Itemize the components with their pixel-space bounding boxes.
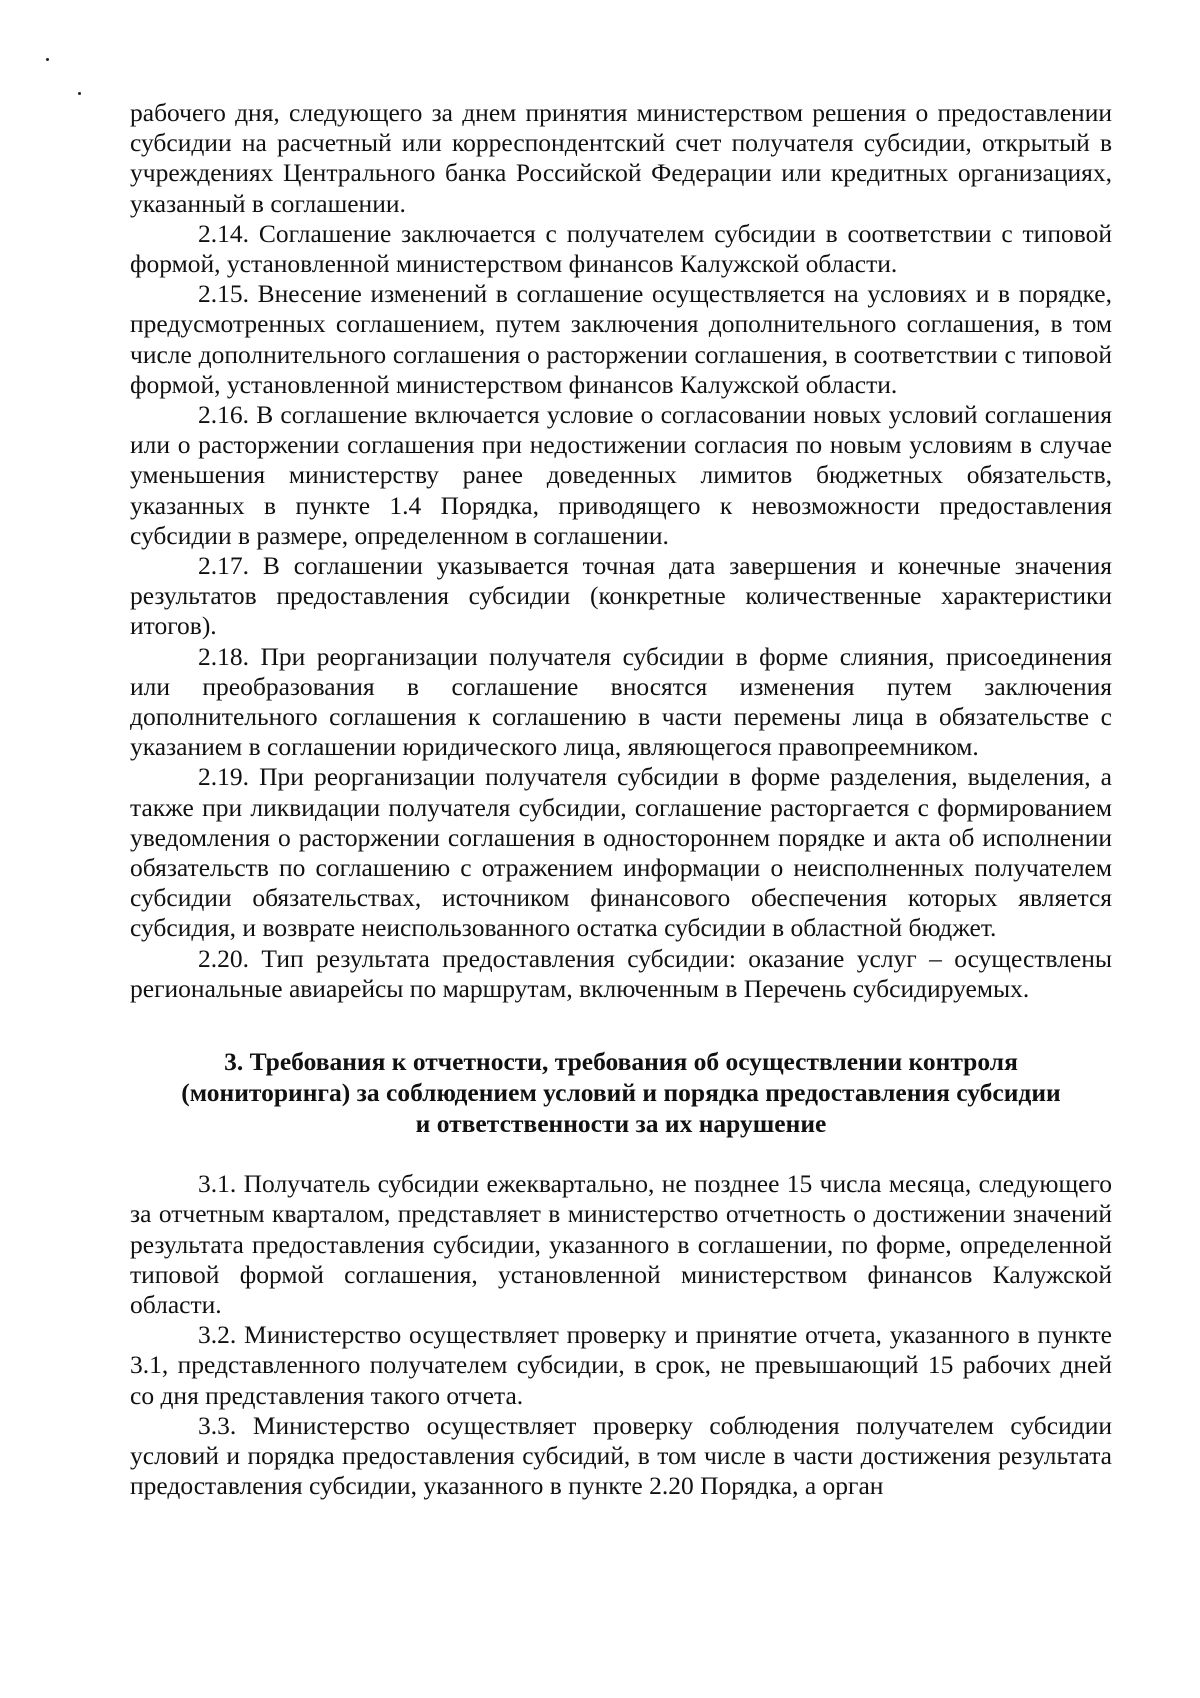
section-3-title-line: (мониторинга) за соблюдением условий и порядка предоставления субсидии	[181, 1078, 1061, 1108]
paragraph-2-17: 2.17. В соглашении указывается точная дата завершения и конечные значения результатов предоставления субсидии (конкретные количественные характеристики итогов).	[130, 551, 1112, 641]
paragraph-3-2: 3.2. Министерство осуществляет проверку и принятие отчета, указанного в пункте 3.1, представленного получателем субсидии, в срок, не превышающий 15 рабочих дней со дня представления такого отчета.	[130, 1320, 1112, 1410]
paragraph-2-18: 2.18. При реорганизации получателя субсидии в форме слияния, присоединения или преобразования в соглашение вносятся изменения путем заключения дополнительного соглашения к соглашению в части перемены лица в обязательстве с указанием в соглашении юридического лица, являющегося правопреемником.	[130, 641, 1112, 762]
paragraph-2-19: 2.19. При реорганизации получателя субсидии в форме разделения, выделения, а также при ликвидации получателя субсидии, соглашение расторгается с формированием уведомления о расторжении соглашения в одностороннем порядке и акта об исполнении обязательств по соглашению с отражением информации о неисполненных получателем субсидии обязательствах, источником финансового обеспечения которых является субсидия, и возврате неиспользованного остатка субсидии в областной бюджет.	[130, 762, 1112, 943]
scan-speck	[46, 58, 49, 61]
paragraph-3-3: 3.3. Министерство осуществляет проверку соблюдения получателем субсидии условий и порядка предоставления субсидий, в том числе в части достижения результата предоставления субсидии, указанного в пункте 2.20 Порядка, а орган	[130, 1410, 1112, 1501]
scan-speck	[78, 92, 81, 95]
paragraph-2-14: 2.14. Соглашение заключается с получателем субсидии в соответствии с типовой формой, установленной министерством финансов Калужской области.	[130, 218, 1112, 279]
section-3-title-line: и ответственности за их нарушение	[415, 1109, 827, 1139]
paragraph-2-20: 2.20. Тип результата предоставления субсидии: оказание услуг – осуществлены региональные авиарейсы по маршрутам, включенным в Перечень субсидируемых.	[130, 943, 1112, 1003]
paragraph-2-16: 2.16. В соглашение включается условие о согласовании новых условий соглашения или о расторжении соглашения при недостижении согласия по новым условиям в случае уменьшения министерству ранее доведенных лимитов бюджетных обязательств, указанных в пункте 1.4 Порядка, приводящего к невозможности предоставления субсидии в размере, определенном в соглашении.	[130, 400, 1112, 550]
paragraph-2-15: 2.15. Внесение изменений в соглашение осуществляется на условиях и в порядке, предусмотренных соглашением, путем заключения дополнительного соглашения, в том числе дополнительного соглашения о расторжении соглашения, в соответствии с типовой формой, установленной министерством финансов Калужской области.	[130, 279, 1112, 399]
paragraph-3-1: 3.1. Получатель субсидии ежеквартально, не позднее 15 числа месяца, следующего за отчетным кварталом, представляет в министерство отчетность о достижении значений результата предоставления субсидии, указанного в соглашении, по форме, определенной типовой формой соглашения, установленной министерством финансов Калужской области.	[130, 1169, 1112, 1319]
intro-paragraph: рабочего дня, следующего за днем принятия министерством решения о предоставлении субсидии на расчетный или корреспондентский счет получателя субсидии, открытый в учреждениях Центрального банка Российской Федерации или кредитных организациях, указанный в соглашении.	[130, 98, 1112, 218]
section-3-title	[130, 1046, 1112, 1139]
section-3-title-line: 3. Требования к отчетности, требования об осуществлении контроля	[224, 1047, 1018, 1077]
document-body	[130, 98, 1112, 1501]
